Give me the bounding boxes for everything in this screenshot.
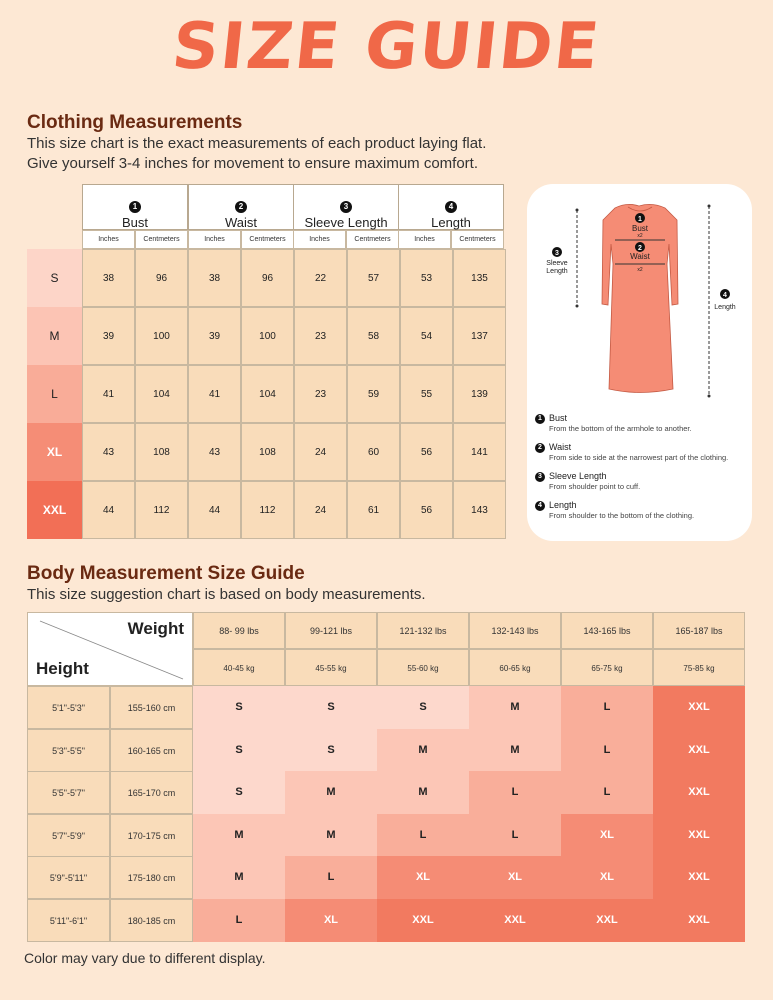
suggested-size-cell: M: [469, 729, 561, 772]
measurement-cell: 96: [135, 249, 188, 307]
size-label: L: [27, 365, 82, 423]
suggested-size-cell: XXL: [653, 729, 745, 772]
suggested-size-cell: M: [193, 856, 285, 899]
measurement-cell: 61: [347, 481, 400, 539]
suggested-size-cell: L: [561, 686, 653, 729]
column-number-badge: 1: [129, 201, 141, 213]
height-cm-label: 170-175 cm: [110, 814, 193, 857]
suggested-size-cell: XL: [377, 856, 469, 899]
suggested-size-cell: L: [469, 771, 561, 814]
legend-description: From side to side at the narrowest part of the clothing.: [549, 453, 729, 462]
unit-cm: Centmeters: [346, 230, 399, 249]
weight-label: Weight: [127, 619, 184, 638]
suggested-size-cell: M: [469, 686, 561, 729]
suggested-size-cell: M: [285, 814, 377, 857]
svg-text:3: 3: [555, 250, 559, 257]
suggested-size-cell: L: [377, 814, 469, 857]
suggested-size-cell: XXL: [653, 814, 745, 857]
clothing-description-line2: Give yourself 3-4 inches for movement to ensure maximum comfort.: [27, 155, 478, 172]
unit-cm: Centmeters: [135, 230, 188, 249]
weight-lbs-header: 99-121 lbs: [285, 612, 377, 649]
suggested-size-cell: XXL: [653, 856, 745, 899]
legend-title: Length: [549, 500, 577, 510]
suggested-size-cell: XXL: [469, 899, 561, 942]
diagram-bust-x2: x2: [637, 233, 643, 239]
clothing-description-line1: This size chart is the exact measurements of each product laying flat.: [27, 135, 487, 152]
legend-description: From the bottom of the armhole to another.: [549, 424, 692, 433]
measurement-cell: 100: [135, 307, 188, 365]
size-label: XL: [27, 423, 82, 481]
size-label: S: [27, 249, 82, 307]
column-header-length: [398, 184, 504, 230]
measurement-cell: 24: [294, 423, 347, 481]
size-label: M: [27, 307, 82, 365]
height-cm-label: 160-165 cm: [110, 729, 193, 772]
measurement-cell: 38: [188, 249, 241, 307]
height-cm-label: 165-170 cm: [110, 771, 193, 814]
measurement-cell: 100: [241, 307, 294, 365]
weight-height-corner: [27, 612, 193, 686]
svg-text:4: 4: [723, 292, 727, 299]
measurement-cell: 112: [241, 481, 294, 539]
measurement-cell: 137: [453, 307, 506, 365]
height-ft-label: 5'3"-5'5": [27, 729, 110, 772]
suggested-size-cell: M: [377, 771, 469, 814]
height-ft-label: 5'7"-5'9": [27, 814, 110, 857]
weight-kg-header: 60-65 kg: [469, 649, 561, 686]
measurement-cell: 143: [453, 481, 506, 539]
height-label: Height: [36, 659, 89, 678]
measurement-cell: 23: [294, 365, 347, 423]
legend-number-badge: 3: [535, 472, 545, 482]
measurement-cell: 44: [188, 481, 241, 539]
suggested-size-cell: L: [285, 856, 377, 899]
diagram-length-label: Length: [714, 304, 736, 311]
column-header-waist: [188, 184, 294, 230]
measurement-cell: 39: [188, 307, 241, 365]
measurement-cell: 43: [188, 423, 241, 481]
column-header-sleeve-length: [293, 184, 399, 230]
measurement-cell: 104: [241, 365, 294, 423]
dress-illustration: [527, 184, 752, 414]
measurement-cell: 41: [188, 365, 241, 423]
column-header-bust: [82, 184, 188, 230]
diagram-bust-label: Bust: [631, 224, 649, 233]
measurement-cell: 56: [400, 423, 453, 481]
measurement-cell: 60: [347, 423, 400, 481]
measurement-cell: 38: [82, 249, 135, 307]
column-label: Bust: [121, 215, 148, 230]
weight-lbs-header: 132-143 lbs: [469, 612, 561, 649]
measurement-cell: 96: [241, 249, 294, 307]
unit-cm: Centmeters: [451, 230, 504, 249]
page-title: SIZE GUIDE: [168, 10, 605, 84]
suggested-size-cell: XXL: [377, 899, 469, 942]
measurement-cell: 108: [135, 423, 188, 481]
column-number-badge: 2: [235, 201, 247, 213]
measurement-cell: 39: [82, 307, 135, 365]
suggested-size-cell: XXL: [653, 771, 745, 814]
measurement-cell: 59: [347, 365, 400, 423]
measurement-cell: 108: [241, 423, 294, 481]
weight-kg-header: 55-60 kg: [377, 649, 469, 686]
legend-item-waist: [535, 442, 728, 462]
weight-kg-header: 45-55 kg: [285, 649, 377, 686]
diagram-waist-label: Waist: [630, 252, 650, 261]
svg-text:1: 1: [638, 216, 642, 223]
unit-inches: Inches: [82, 230, 135, 249]
footer-note: Color may vary due to different display.: [24, 950, 266, 966]
weight-kg-header: 75-85 kg: [653, 649, 745, 686]
height-ft-label: 5'1"-5'3": [27, 686, 110, 729]
suggested-size-cell: L: [193, 899, 285, 942]
diagram-waist-x2: x2: [637, 267, 643, 273]
unit-inches: Inches: [188, 230, 241, 249]
height-ft-label: 5'5"-5'7": [27, 771, 110, 814]
height-cm-label: 155-160 cm: [110, 686, 193, 729]
legend-item-length: [535, 500, 694, 520]
suggested-size-cell: S: [285, 686, 377, 729]
measurement-cell: 23: [294, 307, 347, 365]
height-ft-label: 5'11"-6'1": [27, 899, 110, 942]
measurement-cell: 55: [400, 365, 453, 423]
diagram-sleeve-label-2: Length: [546, 268, 568, 275]
measurement-cell: 53: [400, 249, 453, 307]
measurement-cell: 56: [400, 481, 453, 539]
suggested-size-cell: L: [561, 729, 653, 772]
measurement-cell: 135: [453, 249, 506, 307]
weight-kg-header: 40-45 kg: [193, 649, 285, 686]
legend-description: From shoulder to the bottom of the clothing.: [549, 511, 695, 520]
weight-lbs-header: 88- 99 lbs: [193, 612, 285, 649]
suggested-size-cell: XXL: [653, 899, 745, 942]
suggested-size-cell: L: [469, 814, 561, 857]
legend-title: Waist: [549, 442, 572, 452]
height-cm-label: 175-180 cm: [110, 856, 193, 899]
measurement-cell: 58: [347, 307, 400, 365]
measurement-cell: 24: [294, 481, 347, 539]
suggested-size-cell: M: [377, 729, 469, 772]
suggested-size-cell: XL: [561, 856, 653, 899]
measurement-cell: 41: [82, 365, 135, 423]
weight-lbs-header: 165-187 lbs: [653, 612, 745, 649]
column-number-badge: 3: [340, 201, 352, 213]
legend-title: Bust: [549, 413, 568, 423]
suggested-size-cell: XXL: [653, 686, 745, 729]
weight-lbs-header: 143-165 lbs: [561, 612, 653, 649]
weight-kg-header: 65-75 kg: [561, 649, 653, 686]
legend-number-badge: 4: [535, 501, 545, 511]
suggested-size-cell: XXL: [561, 899, 653, 942]
body-description: This size suggestion chart is based on body measurements.: [27, 586, 426, 603]
diagram-sleeve-label-1: Sleeve: [546, 260, 568, 267]
column-label: Sleeve Length: [304, 215, 388, 230]
measurement-cell: 22: [294, 249, 347, 307]
suggested-size-cell: L: [561, 771, 653, 814]
height-ft-label: 5'9"-5'11": [27, 856, 110, 899]
clothing-heading: Clothing Measurements: [27, 112, 243, 133]
suggested-size-cell: S: [377, 686, 469, 729]
height-cm-label: 180-185 cm: [110, 899, 193, 942]
unit-inches: Inches: [398, 230, 451, 249]
weight-lbs-header: 121-132 lbs: [377, 612, 469, 649]
column-label: Length: [431, 215, 471, 230]
measurement-cell: 104: [135, 365, 188, 423]
legend-number-badge: 1: [535, 414, 545, 424]
suggested-size-cell: S: [285, 729, 377, 772]
size-label: XXL: [27, 481, 82, 539]
suggested-size-cell: XL: [469, 856, 561, 899]
measurement-cell: 139: [453, 365, 506, 423]
legend-item-sleeve-length: [535, 471, 640, 491]
suggested-size-cell: XL: [285, 899, 377, 942]
measurement-cell: 112: [135, 481, 188, 539]
legend-description: From shoulder point to cuff.: [549, 482, 641, 491]
legend-title: Sleeve Length: [549, 471, 607, 481]
suggested-size-cell: S: [193, 771, 285, 814]
body-heading: Body Measurement Size Guide: [27, 563, 305, 584]
svg-text:2: 2: [638, 245, 642, 252]
legend-number-badge: 2: [535, 443, 545, 453]
column-number-badge: 4: [445, 201, 457, 213]
suggested-size-cell: M: [285, 771, 377, 814]
measurement-cell: 57: [347, 249, 400, 307]
column-label: Waist: [224, 215, 258, 230]
suggested-size-cell: XL: [561, 814, 653, 857]
measurement-cell: 44: [82, 481, 135, 539]
legend-item-bust: [535, 413, 692, 433]
unit-inches: Inches: [293, 230, 346, 249]
measurement-cell: 141: [453, 423, 506, 481]
unit-cm: Centmeters: [241, 230, 294, 249]
suggested-size-cell: S: [193, 686, 285, 729]
measurement-cell: 43: [82, 423, 135, 481]
suggested-size-cell: S: [193, 729, 285, 772]
suggested-size-cell: M: [193, 814, 285, 857]
measurement-cell: 54: [400, 307, 453, 365]
